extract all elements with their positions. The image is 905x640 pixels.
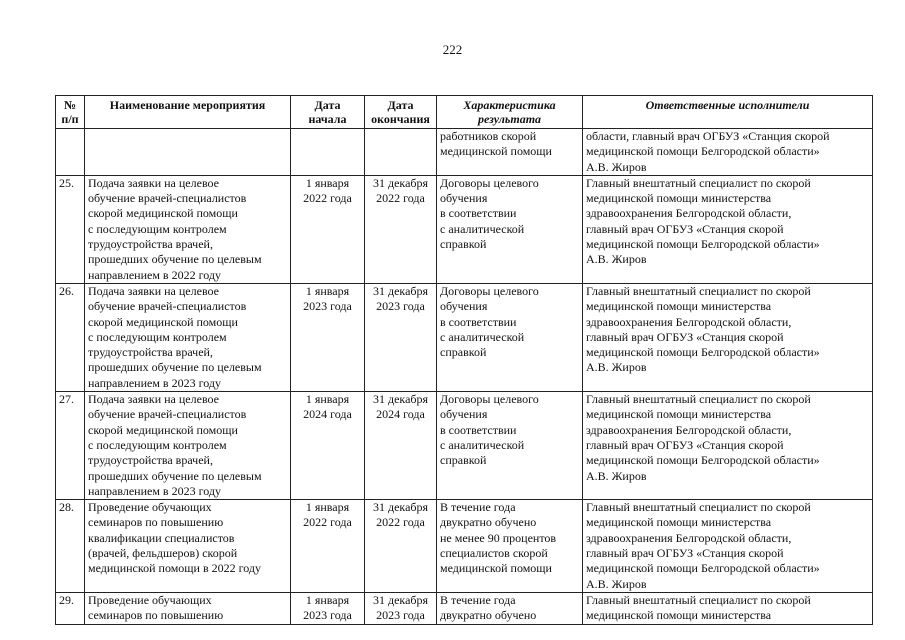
- row-num: 27.: [56, 392, 85, 500]
- row-end: 31 декабря 2023 года: [365, 283, 437, 391]
- header-name: Наименование мероприятия: [85, 96, 291, 129]
- table-row: [56, 129, 873, 176]
- table-row: [56, 592, 873, 624]
- row-num: 29.: [56, 592, 85, 624]
- row-num: 25.: [56, 175, 85, 283]
- row-responsible: области, главный врач ОГБУЗ «Станция скорой медицинской помощи Белгородской области» А.В. Жиров: [583, 129, 873, 176]
- row-responsible: Главный внештатный специалист по скорой медицинской помощи министерства здравоохранения Белгородской области, главный врач ОГБУЗ «Станция скорой медицинской помощи Белгородской области» А.В. Жиров: [583, 175, 873, 283]
- row-end: 31 декабря 2022 года: [365, 175, 437, 283]
- header-num: № п/п: [56, 96, 85, 129]
- row-name: Подача заявки на целевое обучение врачей-специалистов скорой медицинской помощи с последующим контролем трудоустройства врачей, прошедших обучение по целевым направлением в 2023 году: [85, 392, 291, 500]
- row-num: 28.: [56, 500, 85, 593]
- row-start: [291, 129, 365, 176]
- row-start: 1 января 2024 года: [291, 392, 365, 500]
- row-start: 1 января 2023 года: [291, 283, 365, 391]
- row-result: Договоры целевого обучения в соответствии с аналитической справкой: [437, 283, 583, 391]
- row-responsible: Главный внештатный специалист по скорой медицинской помощи министерства здравоохранения Белгородской области, главный врач ОГБУЗ «Станция скорой медицинской помощи Белгородской области» А.В. Жиров: [583, 392, 873, 500]
- table-row: [56, 500, 873, 593]
- row-result: Договоры целевого обучения в соответствии с аналитической справкой: [437, 392, 583, 500]
- row-name: [85, 129, 291, 176]
- row-end: 31 декабря 2022 года: [365, 500, 437, 593]
- row-end: 31 декабря 2023 года: [365, 592, 437, 624]
- row-num: 26.: [56, 283, 85, 391]
- row-result: работников скорой медицинской помощи: [437, 129, 583, 176]
- row-result: В течение года двукратно обучено: [437, 592, 583, 624]
- header-start: Дата начала: [291, 96, 365, 129]
- row-name: Проведение обучающих семинаров по повышению квалификации специалистов (врачей, фельдшеров) скорой медицинской помощи в 2022 году: [85, 500, 291, 593]
- row-result: В течение года двукратно обучено не менее 90 процентов специалистов скорой медицинской помощи: [437, 500, 583, 593]
- row-num: [56, 129, 85, 176]
- row-start: 1 января 2022 года: [291, 500, 365, 593]
- row-end: 31 декабря 2024 года: [365, 392, 437, 500]
- header-end: Дата окончания: [365, 96, 437, 129]
- row-responsible: Главный внештатный специалист по скорой медицинской помощи министерства здравоохранения Белгородской области, главный врач ОГБУЗ «Станция скорой медицинской помощи Белгородской области» А.В. Жиров: [583, 500, 873, 593]
- row-name: Проведение обучающих семинаров по повышению: [85, 592, 291, 624]
- activities-table: [55, 95, 873, 625]
- table-header-row: [56, 96, 873, 129]
- row-start: 1 января 2023 года: [291, 592, 365, 624]
- header-responsible: Ответственные исполнители: [583, 96, 873, 129]
- header-result: Характеристика результата: [437, 96, 583, 129]
- row-result: Договоры целевого обучения в соответствии с аналитической справкой: [437, 175, 583, 283]
- row-name: Подача заявки на целевое обучение врачей-специалистов скорой медицинской помощи с последующим контролем трудоустройства врачей, прошедших обучение по целевым направлением в 2022 году: [85, 175, 291, 283]
- table-row: [56, 175, 873, 283]
- page-number: 222: [442, 42, 463, 57]
- row-name: Подача заявки на целевое обучение врачей-специалистов скорой медицинской помощи с последующим контролем трудоустройства врачей, прошедших обучение по целевым направлением в 2023 году: [85, 283, 291, 391]
- row-responsible: Главный внештатный специалист по скорой медицинской помощи министерства: [583, 592, 873, 624]
- table-row: [56, 283, 873, 391]
- row-start: 1 января 2022 года: [291, 175, 365, 283]
- row-end: [365, 129, 437, 176]
- table-row: [56, 392, 873, 500]
- row-responsible: Главный внештатный специалист по скорой медицинской помощи министерства здравоохранения Белгородской области, главный врач ОГБУЗ «Станция скорой медицинской помощи Белгородской области» А.В. Жиров: [583, 283, 873, 391]
